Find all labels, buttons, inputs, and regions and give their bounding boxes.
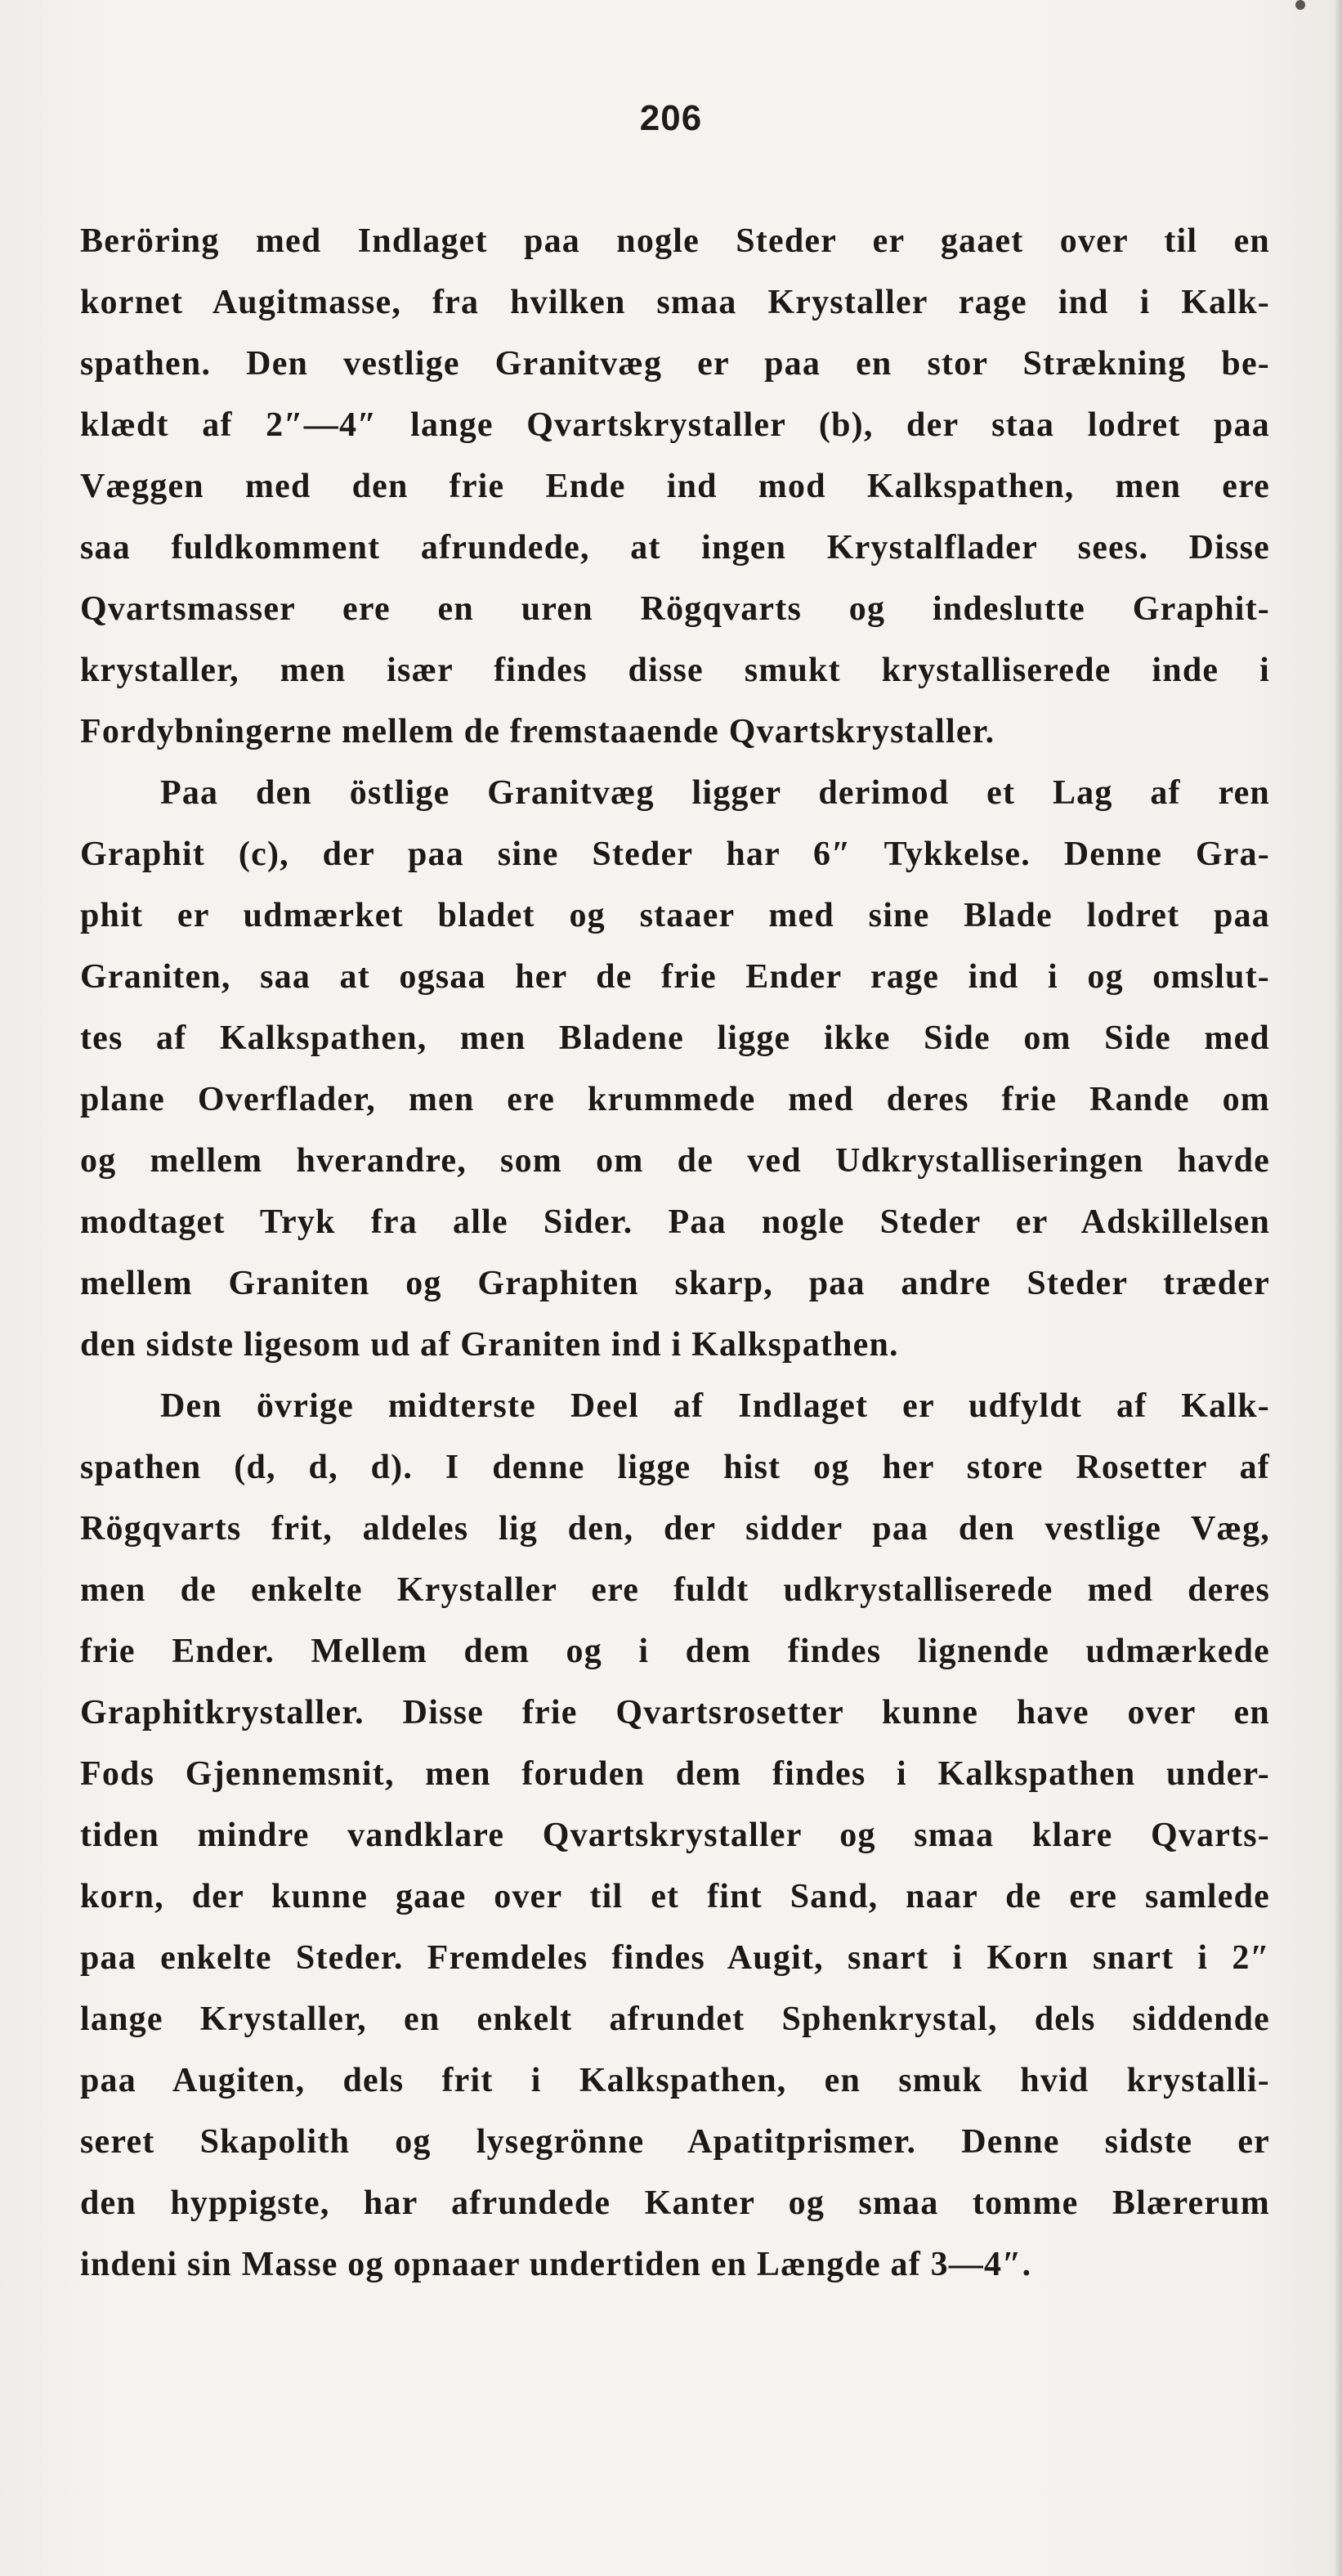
text-line: krystaller, men især findes disse smukt krystalliserede inde i xyxy=(80,652,1270,689)
text-line: korn, der kunne gaae over til et fint Sand, naar de ere samlede xyxy=(80,1878,1270,1915)
text-line: paa enkelte Steder. Fremdeles findes Augit, snart i Korn snart i 2″ xyxy=(80,1939,1270,1977)
text-line: Qvartsmasser ere en uren Rögqvarts og indeslutte Graphit- xyxy=(80,590,1270,628)
text-line: indeni sin Masse og opnaaer undertiden en Længde af 3—4″. xyxy=(80,2246,1032,2283)
text-line: mellem Graniten og Graphiten skarp, paa andre Steder træder xyxy=(80,1265,1270,1302)
text-line: Væggen med den frie Ende ind mod Kalkspathen, men ere xyxy=(80,468,1270,505)
text-line: tiden mindre vandklare Qvartskrystaller og smaa klare Qvarts- xyxy=(80,1817,1270,1854)
text-line: Graniten, saa at ogsaa her de frie Ender rage ind i og omslut- xyxy=(80,958,1270,996)
text-line: spathen. Den vestlige Granitvæg er paa en stor Strækning be- xyxy=(80,345,1270,383)
text-line: den sidste ligesom ud af Graniten ind i Kalkspathen. xyxy=(80,1326,899,1364)
text-line: og mellem hverandre, som om de ved Udkrystalliseringen havde xyxy=(80,1142,1270,1180)
text-line: Fordybningerne mellem de fremstaaende Qvartskrystaller. xyxy=(80,713,995,750)
text-line: Den övrige midterste Deel af Indlaget er udfyldt af Kalk- xyxy=(160,1387,1270,1425)
text-line: Beröring med Indlaget paa nogle Steder er gaaet over til en xyxy=(80,222,1270,260)
text-line: frie Ender. Mellem dem og i dem findes lignende udmærkede xyxy=(80,1633,1270,1670)
text-line: Graphitkrystaller. Disse frie Qvartsrosetter kunne have over en xyxy=(80,1694,1270,1732)
text-line: tes af Kalkspathen, men Bladene ligge ikke Side om Side med xyxy=(80,1019,1270,1057)
text-line: modtaget Tryk fra alle Sider. Paa nogle Steder er Adskillelsen xyxy=(80,1203,1270,1241)
text-line: den hyppigste, har afrundede Kanter og smaa tomme Blærerum xyxy=(80,2184,1270,2222)
text-line: Graphit (c), der paa sine Steder har 6″ Tykkelse. Denne Gra- xyxy=(80,836,1270,873)
text-line: Rögqvarts frit, aldeles lig den, der sidder paa den vestlige Væg, xyxy=(80,1510,1270,1548)
text-line: Paa den östlige Granitvæg ligger derimod et Lag af ren xyxy=(160,774,1270,812)
text-line: paa Augiten, dels frit i Kalkspathen, en smuk hvid krystalli- xyxy=(80,2062,1270,2099)
ink-speck xyxy=(1295,0,1305,10)
text-line: spathen (d, d, d). I denne ligge hist og her store Rosetter af xyxy=(80,1449,1270,1486)
text-line: plane Overflader, men ere krummede med deres frie Rande om xyxy=(80,1081,1270,1118)
text-line: klædt af 2″—4″ lange Qvartskrystaller (b), der staa lodret paa xyxy=(80,406,1270,444)
text-line: men de enkelte Krystaller ere fuldt udkrystalliserede med deres xyxy=(80,1571,1270,1609)
body-text xyxy=(80,211,1270,2296)
text-line: Fods Gjennemsnit, men foruden dem findes i Kalkspathen under- xyxy=(80,1755,1270,1793)
page-number: 206 xyxy=(639,98,703,138)
page-edge-shadow xyxy=(1334,0,1342,2576)
text-line: saa fuldkomment afrundede, at ingen Krystalflader sees. Disse xyxy=(80,529,1270,567)
text-line: seret Skapolith og lysegrönne Apatitprismer. Denne sidste er xyxy=(80,2123,1270,2161)
text-line: phit er udmærket bladet og staaer med sine Blade lodret paa xyxy=(80,897,1270,934)
text-line: lange Krystaller, en enkelt afrundet Sphenkrystal, dels siddende xyxy=(80,2000,1270,2038)
text-line: kornet Augitmasse, fra hvilken smaa Krystaller rage ind i Kalk- xyxy=(80,284,1270,321)
